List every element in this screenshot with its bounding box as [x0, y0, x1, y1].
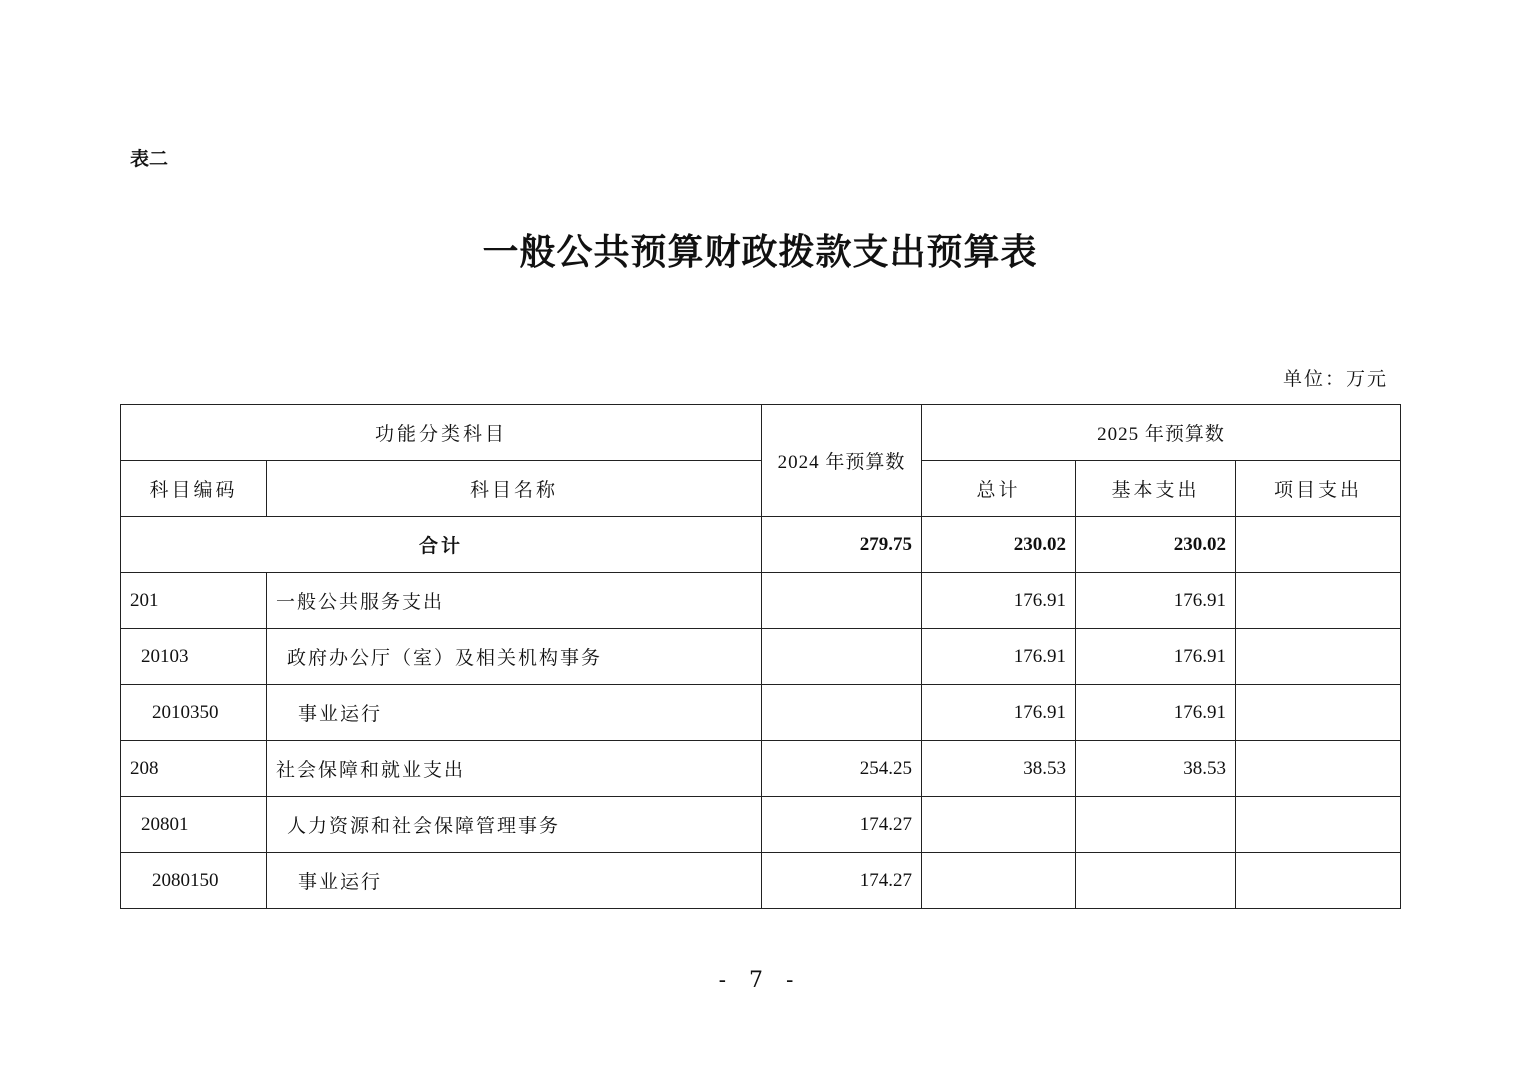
row-prev — [762, 573, 922, 629]
row-project — [1236, 797, 1401, 853]
header-project: 项目支出 — [1236, 461, 1401, 517]
row-total — [922, 797, 1076, 853]
row-name: 一般公共服务支出 — [267, 573, 762, 629]
row-code: 20801 — [121, 797, 267, 853]
row-total: 176.91 — [922, 629, 1076, 685]
row-total: 176.91 — [922, 573, 1076, 629]
row-basic: 176.91 — [1076, 573, 1236, 629]
header-basic: 基本支出 — [1076, 461, 1236, 517]
header-row-2 — [121, 461, 1401, 517]
row-project — [1236, 573, 1401, 629]
header-row-1 — [121, 405, 1401, 461]
row-prev: 174.27 — [762, 797, 922, 853]
row-name: 人力资源和社会保障管理事务 — [267, 797, 762, 853]
total-basic: 230.02 — [1076, 517, 1236, 573]
total-prev: 279.75 — [762, 517, 922, 573]
row-basic: 176.91 — [1076, 629, 1236, 685]
header-name: 科目名称 — [267, 461, 762, 517]
budget-table — [120, 404, 1401, 909]
table-row — [121, 573, 1401, 629]
table-row — [121, 797, 1401, 853]
document-title: 一般公共预算财政拨款支出预算表 — [482, 231, 1038, 273]
header-curr-year: 2025 年预算数 — [922, 405, 1401, 461]
row-prev: 174.27 — [762, 853, 922, 909]
row-total — [922, 853, 1076, 909]
row-prev — [762, 629, 922, 685]
row-code: 2010350 — [121, 685, 267, 741]
row-code: 201 — [121, 573, 267, 629]
total-label: 合计 — [121, 517, 762, 573]
row-prev: 254.25 — [762, 741, 922, 797]
table-label: 表二 — [130, 148, 169, 170]
total-total: 230.02 — [922, 517, 1076, 573]
row-project — [1236, 685, 1401, 741]
page-number: - 7 - — [718, 968, 802, 993]
header-code: 科目编码 — [121, 461, 267, 517]
row-total: 176.91 — [922, 685, 1076, 741]
table-row — [121, 741, 1401, 797]
header-func-category: 功能分类科目 — [121, 405, 762, 461]
unit-label: 单位：万元 — [1282, 368, 1388, 390]
total-row — [121, 517, 1401, 573]
row-basic — [1076, 797, 1236, 853]
row-project — [1236, 629, 1401, 685]
row-code: 208 — [121, 741, 267, 797]
table-row — [121, 629, 1401, 685]
row-code: 20103 — [121, 629, 267, 685]
row-project — [1236, 853, 1401, 909]
row-prev — [762, 685, 922, 741]
row-name: 事业运行 — [267, 853, 762, 909]
row-basic: 176.91 — [1076, 685, 1236, 741]
row-total: 38.53 — [922, 741, 1076, 797]
total-project — [1236, 517, 1401, 573]
header-prev-year: 2024 年预算数 — [762, 405, 922, 517]
table-row — [121, 853, 1401, 909]
row-project — [1236, 741, 1401, 797]
header-total: 总计 — [922, 461, 1076, 517]
row-code: 2080150 — [121, 853, 267, 909]
row-name: 政府办公厅（室）及相关机构事务 — [267, 629, 762, 685]
row-name: 事业运行 — [267, 685, 762, 741]
row-basic — [1076, 853, 1236, 909]
table-row — [121, 685, 1401, 741]
row-basic: 38.53 — [1076, 741, 1236, 797]
row-name: 社会保障和就业支出 — [267, 741, 762, 797]
